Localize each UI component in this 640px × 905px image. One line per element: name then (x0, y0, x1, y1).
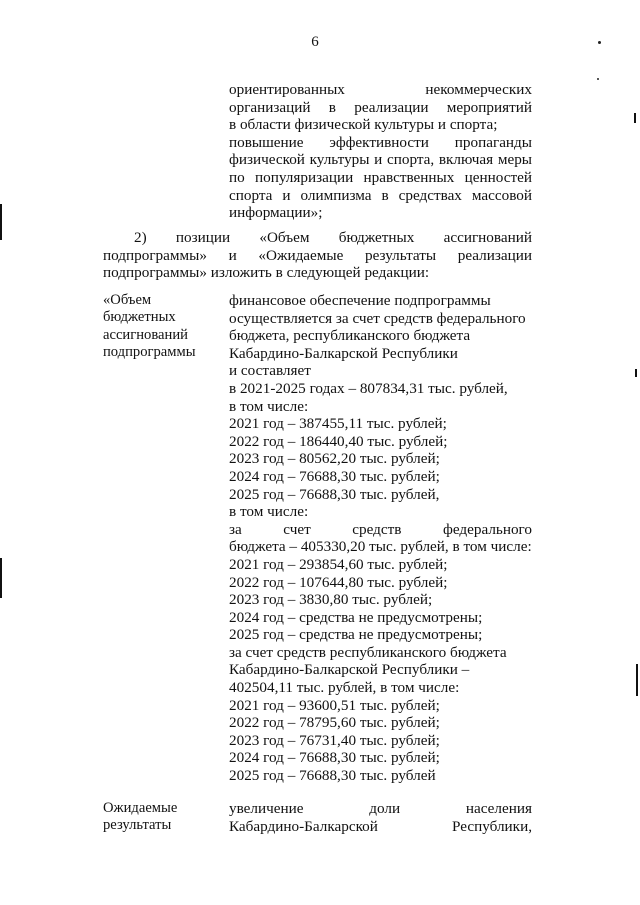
row1-value-line: Кабардино-Балкарской Республики – (229, 661, 470, 679)
row1-value-line: 2024 год – средства не предусмотрены; (229, 608, 483, 626)
row1-value-line: осуществляется за счет средств федерального (229, 309, 526, 327)
amendment-paragraph (103, 229, 532, 282)
row2-label-line: Ожидаемые (103, 800, 178, 816)
row1-value-line: 2021 год – 387455,11 тыс. рублей; (229, 415, 447, 433)
row2-label (103, 800, 221, 835)
row1-value-line: 2024 год – 76688,30 тыс. рублей; (229, 749, 440, 767)
row1-value-line: в том числе: (229, 397, 309, 415)
row1-value-line: 402504,11 тыс. рублей, в том числе: (229, 679, 460, 697)
row1-label-line: бюджетных (103, 309, 176, 326)
row1-value-line: финансовое обеспечение подпрограммы (229, 292, 491, 309)
row1-value-line: 2025 год – средства не предусмотрены; (229, 626, 483, 644)
scan-speck (597, 78, 599, 80)
row1-value-line: 2025 год – 76688,30 тыс. рублей, (229, 485, 440, 503)
top-list-line: организаций в реализации мероприятий (229, 98, 532, 116)
row1-value-line: 2023 год – 76731,40 тыс. рублей; (229, 731, 440, 749)
scan-edge-mark (636, 664, 638, 696)
top-list-line: физической культуры и спорта, включая меры (229, 151, 532, 169)
row1-value-line: 2023 год – 80562,20 тыс. рублей; (229, 450, 440, 468)
row1-value-line: за счет средств федерального (229, 520, 532, 538)
row1-label (103, 292, 221, 362)
row1-value-line: 2021 год – 93600,51 тыс. рублей; (229, 696, 440, 714)
row1-value-line: и составляет (229, 362, 311, 380)
scan-edge-mark (0, 204, 2, 240)
top-list-line: в области физической культуры и спорта; (229, 116, 498, 134)
top-list-line: информации»; (229, 204, 323, 222)
row1-value-line: 2022 год – 186440,40 тыс. рублей; (229, 432, 448, 450)
row1-value-line: бюджета, республиканского бюджета (229, 327, 471, 345)
row1-value-line: Кабардино-Балкарской Республики (229, 344, 458, 362)
row1-value-line: в 2021-2025 годах – 807834,31 тыс. рублей, (229, 379, 508, 397)
top-list-line: спорта и олимпизма в средствах массовой (229, 186, 532, 204)
row1-value-line: 2021 год – 293854,60 тыс. рублей; (229, 555, 448, 573)
scan-edge-mark (0, 558, 2, 598)
top-list-line: ориентированных некоммерческих (229, 81, 532, 98)
row1-value (229, 292, 532, 785)
row1-value-line: 2022 год – 78795,60 тыс. рублей; (229, 714, 440, 732)
row2-label-line: результаты (103, 817, 172, 834)
row1-value-line: 2024 год – 76688,30 тыс. рублей; (229, 467, 440, 485)
row2-value-line: Кабардино-Балкарской Республики, (229, 817, 532, 835)
top-list-line: по популяризации нравственных ценностей (229, 168, 532, 186)
row1-label-line: «Объем (103, 292, 152, 308)
top-list-block (229, 81, 532, 222)
row1-value-line: 2025 год – 76688,30 тыс. рублей (229, 767, 436, 785)
row1-value-line: в том числе: (229, 503, 309, 521)
row2-value (229, 800, 532, 835)
row1-label-line: подпрограммы (103, 344, 196, 361)
scan-edge-mark (634, 113, 636, 123)
row1-value-line: 2023 год – 3830,80 тыс. рублей; (229, 591, 433, 609)
scan-speck (598, 41, 601, 44)
row1-value-line: 2022 год – 107644,80 тыс. рублей; (229, 573, 448, 591)
scan-edge-mark (635, 369, 637, 377)
row1-value-line: за счет средств республиканского бюджета (229, 643, 507, 661)
top-list-line: повышение эффективности пропаганды (229, 133, 532, 151)
page-number: 6 (311, 34, 319, 50)
row2-value-line: увеличение доли населения (229, 800, 532, 817)
row1-label-line: ассигнований (103, 326, 188, 343)
row1-value-line: бюджета – 405330,20 тыс. рублей, в том числе: (229, 538, 532, 556)
amendment-text: 2) позиции «Объем бюджетных ассигнований подпрограммы» и «Ожидаемые результаты реализации подпрограммы» изложить в следующей редакции: (103, 229, 532, 282)
